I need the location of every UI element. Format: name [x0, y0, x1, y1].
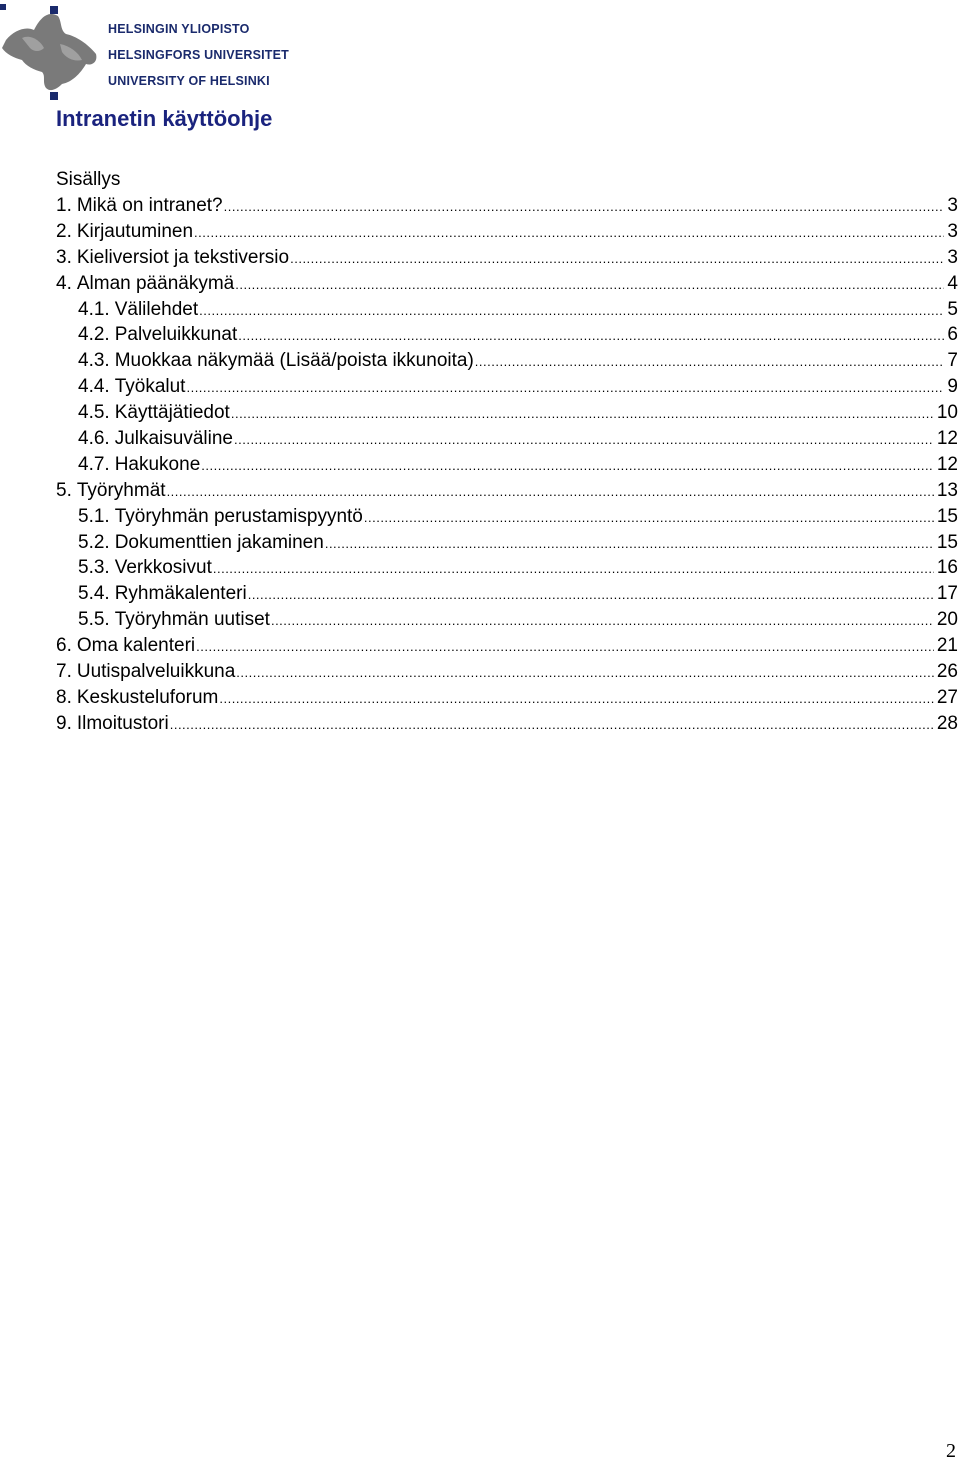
- toc-entry[interactable]: [56, 426, 958, 452]
- logo-line-english: UNIVERSITY OF HELSINKI: [108, 74, 270, 88]
- toc-entry-label: Ryhmäkalenteri: [114, 583, 247, 605]
- toc-entry-page: 3: [947, 220, 958, 242]
- toc-entry[interactable]: [56, 504, 958, 530]
- toc-entry-label: Oma kalenteri: [76, 635, 196, 657]
- toc-dot-leader: [235, 272, 944, 298]
- toc-entry[interactable]: [56, 581, 958, 607]
- toc-entry-label: Työryhmät: [76, 479, 166, 501]
- toc-entry-page: 12: [936, 453, 958, 475]
- toc-entry-page: 9: [947, 376, 958, 398]
- toc-entry-number: 5.3.: [78, 557, 110, 579]
- toc-entry-number: 3.: [56, 246, 72, 268]
- toc-dot-leader: [231, 401, 934, 427]
- toc-dot-leader: [290, 246, 944, 272]
- toc-entry-label: Mikä on intranet?: [76, 195, 223, 216]
- toc-entry-number: 5.: [56, 479, 72, 501]
- toc-entry[interactable]: [56, 271, 958, 297]
- toc-entry[interactable]: [56, 633, 958, 659]
- toc-entry[interactable]: [56, 348, 958, 374]
- toc-entry-number: 1.: [56, 195, 72, 216]
- toc-entry-page: 16: [936, 557, 958, 579]
- toc-entry-number: 8.: [56, 686, 72, 708]
- toc-entry[interactable]: [56, 452, 958, 478]
- toc-entry-page: 6: [947, 324, 958, 346]
- toc-heading: Sisällys: [56, 169, 121, 190]
- toc-dot-leader: [186, 375, 944, 401]
- toc-entry-page: 3: [947, 195, 958, 216]
- toc-dot-leader: [199, 298, 944, 324]
- logo-wordmark: [108, 16, 289, 94]
- toc-entry-label: Dokumenttien jakaminen: [114, 531, 324, 553]
- toc-entry-page: 13: [936, 479, 958, 501]
- toc-dot-leader: [234, 427, 934, 453]
- toc-entry-number: 4.1.: [78, 298, 110, 320]
- toc-entry-label: Hakukone: [114, 453, 201, 475]
- toc-entry-label: Uutispalveluikkuna: [76, 661, 236, 683]
- logo-line-swedish: HELSINGFORS UNIVERSITET: [108, 48, 290, 62]
- toc-entry-page: 10: [936, 402, 958, 424]
- toc-entry-number: 4.: [56, 272, 72, 294]
- toc-entry[interactable]: [56, 607, 958, 633]
- toc-entry[interactable]: [56, 711, 958, 737]
- toc-dot-leader: [219, 686, 933, 712]
- toc-dot-leader: [201, 453, 934, 479]
- toc-entry-page: 28: [936, 712, 958, 734]
- toc-entry[interactable]: [56, 322, 958, 348]
- toc-entry[interactable]: [56, 245, 958, 271]
- toc-entry-page: 21: [936, 635, 958, 657]
- toc-entry-number: 4.3.: [78, 350, 110, 372]
- toc-entry[interactable]: [56, 374, 958, 400]
- toc-entry-label: Työkalut: [114, 376, 186, 398]
- toc-entry-label: Käyttäjätiedot: [114, 402, 230, 424]
- toc-entry-label: Ilmoitustori: [76, 712, 169, 734]
- toc-entry-label: Julkaisuväline: [114, 428, 233, 450]
- toc-entry-page: 15: [936, 531, 958, 553]
- toc-dot-leader: [364, 505, 934, 531]
- logo-line-finnish: HELSINGIN YLIOPISTO: [108, 22, 250, 36]
- toc-dot-leader: [213, 556, 934, 582]
- toc-entry-label: Välilehdet: [114, 298, 199, 320]
- toc-entry-label: Työryhmän uutiset: [114, 609, 270, 631]
- toc-entry-label: Muokkaa näkymää (Lisää/poista ikkunoita): [114, 350, 474, 372]
- toc-entry-number: 9.: [56, 712, 72, 734]
- toc-entry-number: 4.7.: [78, 453, 110, 475]
- toc-entry-page: 17: [936, 583, 958, 605]
- toc-entry-page: 5: [947, 298, 958, 320]
- toc-entry[interactable]: [56, 297, 958, 323]
- toc-entry-page: 20: [936, 609, 958, 631]
- toc-entry-label: Keskusteluforum: [76, 686, 219, 708]
- toc-entry-number: 5.2.: [78, 531, 110, 553]
- toc-entry-number: 5.4.: [78, 583, 110, 605]
- toc-dot-leader: [238, 323, 944, 349]
- toc-entry[interactable]: [56, 219, 958, 245]
- toc-dot-leader: [271, 608, 934, 634]
- toc-entry-page: 26: [936, 661, 958, 683]
- toc-entry-label: Työryhmän perustamispyyntö: [114, 505, 363, 527]
- helsinki-bird-emblem-icon: [0, 0, 110, 104]
- toc-entry-page: 3: [947, 246, 958, 268]
- toc-entry-label: Palveluikkunat: [114, 324, 238, 346]
- document-title: Intranetin käyttöohje: [56, 106, 273, 131]
- toc-dot-leader: [475, 349, 945, 375]
- toc-entry-label: Verkkosivut: [114, 557, 212, 579]
- toc-entry-label: Alman päänäkymä: [76, 272, 235, 294]
- toc-entry-number: 4.4.: [78, 376, 110, 398]
- toc-entry-page: 4: [947, 272, 958, 294]
- toc-entry-number: 4.2.: [78, 324, 110, 346]
- toc-entry[interactable]: [56, 478, 958, 504]
- toc-entry-number: 2.: [56, 220, 72, 242]
- toc-dot-leader: [196, 634, 934, 660]
- toc-dot-leader: [224, 194, 945, 220]
- toc-entry[interactable]: [56, 400, 958, 426]
- toc-entry-number: 6.: [56, 635, 72, 657]
- toc-entry-page: 15: [936, 505, 958, 527]
- toc-dot-leader: [170, 712, 934, 738]
- toc-entry[interactable]: [56, 193, 958, 219]
- toc-dot-leader: [167, 479, 934, 505]
- toc-entry-page: 12: [936, 428, 958, 450]
- toc-entry[interactable]: [56, 530, 958, 556]
- toc-entry-number: 4.5.: [78, 402, 110, 424]
- toc-entry[interactable]: [56, 555, 958, 581]
- toc-dot-leader: [194, 220, 944, 246]
- toc-entry-number: 5.1.: [78, 505, 110, 527]
- toc-entry[interactable]: [56, 685, 958, 711]
- page-number: 2: [946, 1440, 956, 1462]
- toc-entry-page: 27: [936, 686, 958, 708]
- toc-entry-number: 7.: [56, 661, 72, 683]
- table-of-contents: [56, 193, 958, 737]
- toc-entry-page: 7: [947, 350, 958, 372]
- university-logo: [0, 0, 300, 104]
- toc-dot-leader: [325, 531, 934, 557]
- toc-dot-leader: [248, 582, 934, 608]
- toc-dot-leader: [236, 660, 934, 686]
- toc-entry-label: Kirjautuminen: [76, 220, 194, 242]
- toc-entry[interactable]: [56, 659, 958, 685]
- toc-entry-number: 4.6.: [78, 428, 110, 450]
- toc-entry-label: Kieliversiot ja tekstiversio: [76, 246, 290, 268]
- toc-entry-number: 5.5.: [78, 609, 110, 631]
